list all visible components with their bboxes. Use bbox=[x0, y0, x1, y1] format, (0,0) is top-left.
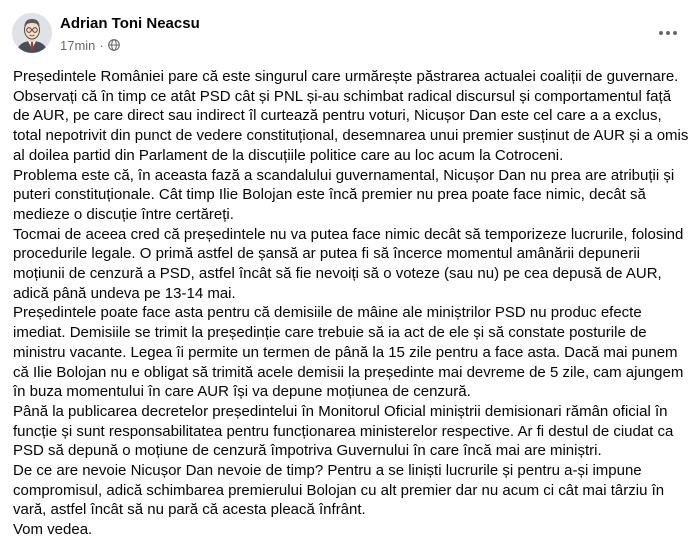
more-horizontal-icon bbox=[658, 30, 678, 36]
post-header bbox=[0, 0, 694, 62]
more-options-button[interactable] bbox=[652, 21, 684, 45]
post-body bbox=[13, 67, 691, 540]
post-paragraph: De ce are nevoie Nicușor Dan nevoie de timp? Pentru a se liniști lucrurile și pentru a-și impune compromisul, adică schimbarea premierului Bolojan cu alt premier dar nu acum ci cât mai târziu în vară, astfel încât să nu pară că acesta pleacă înfrânt. bbox=[13, 462, 665, 519]
author-name[interactable]: Adrian Toni Neacsu bbox=[60, 15, 200, 32]
post-paragraph: Până la publicarea decretelor președintelui în Monitorul Oficial miniștrii demisionari rămân oficial în funcție și sunt responsabilitatea pentru funcționarea ministerelor respective. Ar fi destul de ciudat ca PSD să depună o moțiune de cenzură împotriva Guvernului în care încă mai are miniștri. bbox=[13, 402, 674, 460]
post-paragraph: Tocmai de aceea cred că președintele nu va putea face nimic decât să temporizeze lucrurile, folosind procedurile legale. O primă astfel de șansă ar putea fi să încerce momentul amânării depunerii moțiunii de cenzură a PSD, astfel încât să fie nevoiți să o voteze (sau nu) pe cea depusă de AUR, adică până undeva pe 13-14 mai. bbox=[13, 225, 684, 302]
post-paragraph: Vom vedea. bbox=[13, 521, 93, 539]
post-paragraph: Președintele poate face asta pentru că demisiile de mâine ale miniștrilor PSD nu produc efecte imediat. Demisiile se trimit la președinție care trebuie să ia act de ele și să constate posturile de ministru vacante. Legea îi permite un termen de până la 15 zile pentru a face asta. Dacă mai punem că Ilie Bolojan nu e obligat să trimită acele demisii la președinte mai devreme de 5 zile, cam ajungem în buza momentului în care AUR își va depune moțiunea de cenzură. bbox=[13, 304, 684, 401]
post-timestamp[interactable]: 17min bbox=[60, 37, 96, 53]
post-paragraph: Problema este că, în aceasta fază a scandalului guvernamental, Nicușor Dan nu prea are atribuții și puteri constituționale. Cât timp Ilie Bolojan este încă premier nu prea poate face nimic, decât să medieze o discuție între certăreți. bbox=[13, 166, 675, 223]
globe-icon[interactable] bbox=[108, 39, 120, 51]
avatar[interactable] bbox=[12, 13, 52, 53]
meta-separator: · bbox=[99, 37, 104, 53]
post-paragraph: Președintele României pare că este singurul care urmărește păstrarea actualei coaliții de guvernare. Observați că în timp ce atât PSD cât și PNL și-au schimbat radical discursul și comportamentul față de AUR, pe care direct sau indirect îl curtează pentru voturi, Nicușor Dan este cel care a a exclus, total nepotrivit din punct de vedere constituțional, desemnarea unui premier susținut de AUR și a omis al doilea partid din Parlament de la discuțiile politice care au loc acum la Cotroceni. bbox=[13, 68, 689, 164]
post-meta bbox=[60, 37, 120, 53]
avatar-caricature-image bbox=[12, 13, 52, 53]
